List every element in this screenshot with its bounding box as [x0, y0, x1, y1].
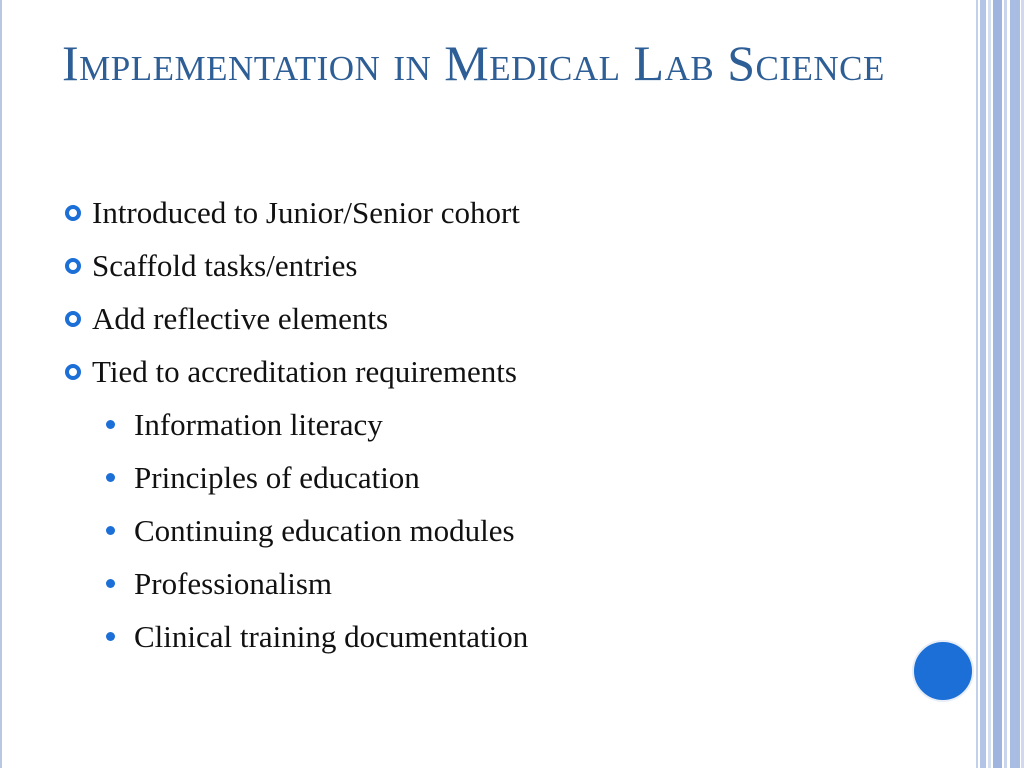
dot-bullet-icon — [106, 526, 115, 535]
sub-bullet-item — [62, 451, 922, 504]
sub-bullet-text: Information literacy — [134, 407, 383, 442]
bullet-text: Tied to accreditation requirements — [92, 354, 517, 389]
bullet-text: Add reflective elements — [92, 301, 389, 336]
sub-bullet-text: Principles of education — [134, 460, 420, 495]
sub-bullet-text: Professionalism — [134, 566, 333, 601]
sub-bullet-item — [62, 557, 922, 610]
ring-bullet-icon — [65, 311, 81, 327]
dot-bullet-icon — [106, 473, 115, 482]
bullet-item — [62, 345, 922, 398]
bullet-item — [62, 292, 922, 345]
right-stripe — [988, 0, 991, 768]
ring-bullet-icon — [65, 364, 81, 380]
left-border — [0, 0, 2, 768]
right-stripe — [976, 0, 978, 768]
dot-bullet-icon — [106, 579, 115, 588]
sub-bullet-text: Continuing education modules — [134, 513, 515, 548]
right-stripe — [993, 0, 1002, 768]
sub-bullet-text: Clinical training documentation — [134, 619, 529, 654]
slide-title: Implementation in Medical Lab Science — [62, 35, 885, 91]
sub-bullet-item — [62, 610, 922, 663]
bullet-text: Introduced to Junior/Senior cohort — [92, 195, 520, 230]
dot-bullet-icon — [106, 420, 115, 429]
ring-bullet-icon — [65, 205, 81, 221]
bullet-item — [62, 186, 922, 239]
right-stripe — [1010, 0, 1020, 768]
ring-bullet-icon — [65, 258, 81, 274]
dot-bullet-icon — [106, 632, 115, 641]
sub-bullet-item — [62, 504, 922, 557]
bullet-text: Scaffold tasks/entries — [92, 248, 358, 283]
blue-circle-icon — [912, 640, 974, 702]
bullet-list — [62, 186, 922, 663]
sub-bullet-item — [62, 398, 922, 451]
right-stripe — [980, 0, 986, 768]
right-stripe — [1004, 0, 1007, 768]
bullet-item — [62, 239, 922, 292]
